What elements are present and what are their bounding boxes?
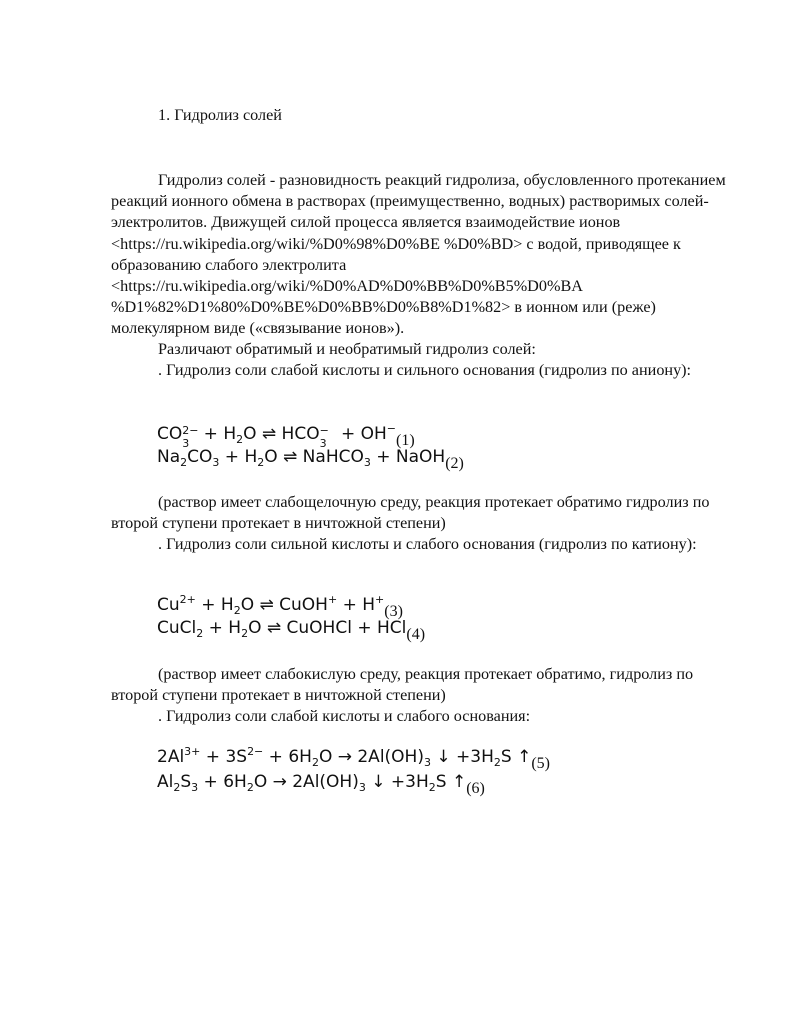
case3-paragraph bbox=[111, 706, 743, 727]
note1-text: (раствор имеет слабощелочную среду, реакция протекает обратимо гидролиз по второй ступени протекает в ничтожной степени) bbox=[111, 493, 710, 533]
equation-number-4: (4) bbox=[406, 626, 426, 643]
case3-text: . Гидролиз соли слабой кислоты и слабого основания: bbox=[158, 707, 531, 725]
equation-5: $2Al^{3+} + 3S^{2-} + 6H_2O \to 2Al(OH)_3$ ↓ $+3H_2S$ ↑(5) bbox=[157, 745, 550, 772]
equation-number-6: (6) bbox=[466, 780, 485, 797]
case1-text: . Гидролиз соли слабой кислоты и сильного основания (гидролиз по аниону): bbox=[158, 361, 692, 379]
equation-number-3: (3) bbox=[384, 603, 403, 620]
equation-number-1: (1) bbox=[396, 432, 415, 449]
note2-paragraph bbox=[111, 664, 743, 706]
equation-number-5: (5) bbox=[531, 755, 550, 772]
equation-number-2: (2) bbox=[445, 455, 464, 472]
intro-paragraph bbox=[111, 170, 743, 340]
case2-text: . Гидролиз соли сильной кислоты и слабого основания (гидролиз по катиону): bbox=[158, 535, 697, 553]
types-paragraph bbox=[111, 339, 743, 360]
section-heading: 1. Гидролиз солей bbox=[158, 106, 282, 124]
equation-6: $Al_2S_3 + 6H_2O \to 2Al(OH)_3$ ↓ $+3H_2S$ ↑(6) bbox=[157, 772, 485, 797]
equation-4: CuCl$_2$ + $H_2O$ ⇌ CuOHCl + HCl(4) bbox=[157, 618, 426, 643]
intro-text: Гидролиз солей - разновидность реакций гидролиза, обусловленного протеканием реакций ионного обмена в растворах (преимущественно, водных) растворимых солей-электролитов. Движущей силой процесса является взаимодействие ионов <https://ru.wikipedia.org/wiki/%D0%98%D0%BE %D0%BD> с водой, приводящее к образованию слабого электролита <https://ru.wikipedia.org/wiki/%D0%AD%D0%BB%D0%B5%D0%BA %D1%82%D1%80%D0%BE%D0%BB%D0%B8%D1%82> в ионном или (реже) молекулярном виде («связывание ионов»). bbox=[111, 171, 726, 338]
equation-1: CO 2− 3 + $H_2O$ ⇌ HCO − 3 + OH−(1) bbox=[157, 422, 415, 450]
case2-paragraph bbox=[111, 534, 743, 555]
equation-2: $Na_2CO_3 + H_2O$ ⇌ NaHCO$_3$ + NaOH(2) bbox=[157, 447, 464, 472]
case1-paragraph bbox=[111, 360, 743, 381]
types-intro-text: Различают обратимый и необратимый гидролиз солей: bbox=[158, 340, 536, 358]
equation-3: $Cu^{2+} + H_2O$ ⇌ CuOH+ + H+(3) bbox=[157, 593, 403, 620]
note2-text: (раствор имеет слабокислую среду, реакция протекает обратимо, гидролиз по второй ступени протекает в ничтожной степени) bbox=[111, 665, 694, 705]
note1-paragraph bbox=[111, 492, 743, 534]
